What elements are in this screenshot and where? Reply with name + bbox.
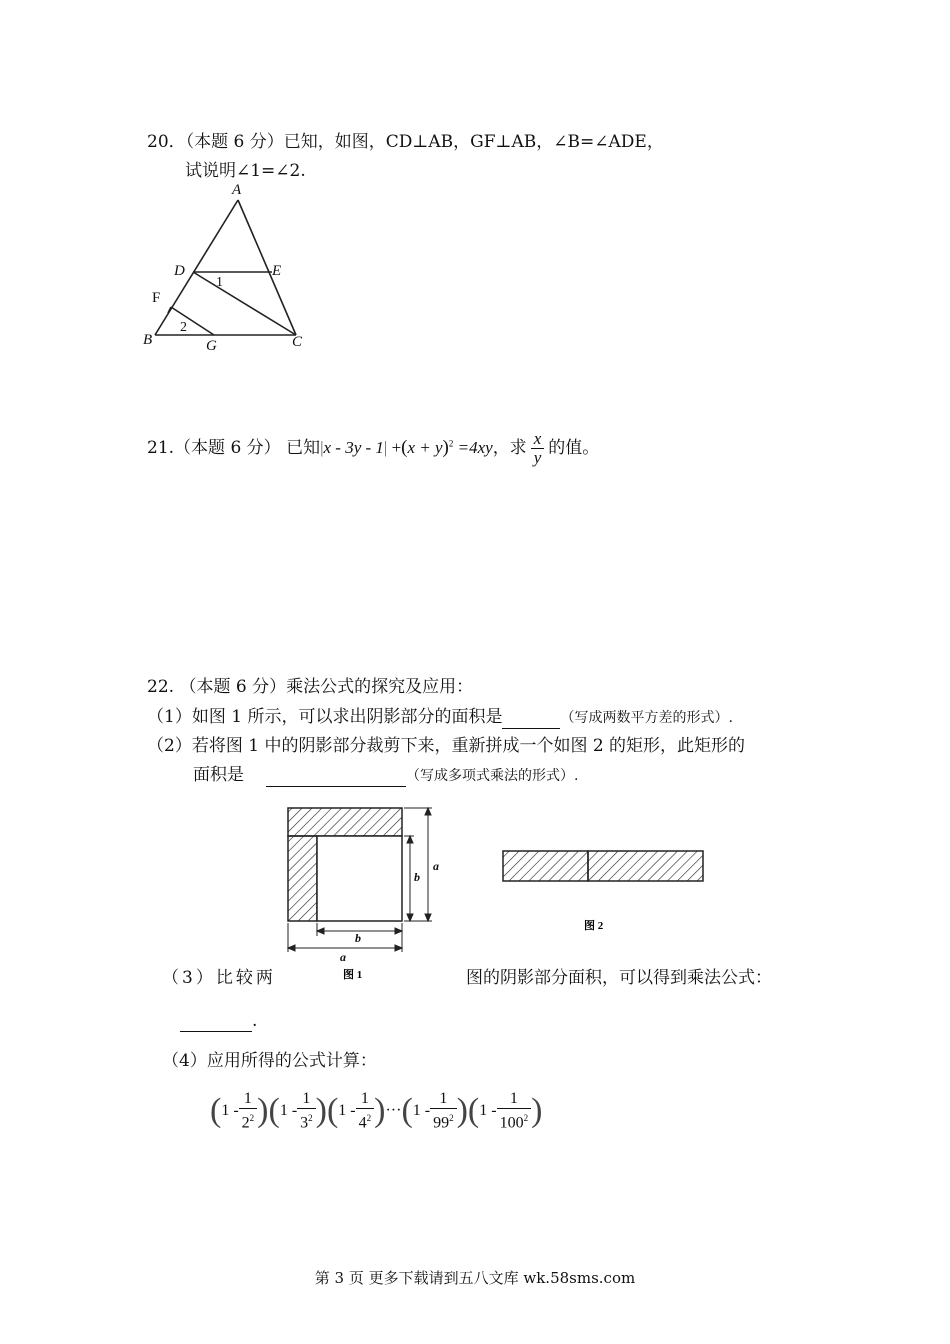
q21-suffix: 的值。 <box>548 438 600 458</box>
q22-part1-blank[interactable] <box>502 710 560 729</box>
q22-figure-2 <box>495 845 715 935</box>
q21-line <box>147 430 599 467</box>
q22-part3-answer: . <box>180 1010 257 1032</box>
q22-part4: （4）应用所得的公式计算： <box>162 1051 377 1071</box>
label-F: F <box>152 290 161 306</box>
q22-part2-cont: 面积是 （写成多项式乘法的形式）. <box>193 765 579 785</box>
term-1: $\frac{1}{2^2}$ <box>239 1090 258 1132</box>
q22-part1: （1）如图 1 所示，可以求出阴影部分的面积是 （写成两数平方差的形式）. <box>147 707 733 727</box>
q21-rhs: =4xy <box>457 438 493 457</box>
fig1-label-a-right: a <box>433 859 439 873</box>
label-2: 2 <box>180 320 187 335</box>
q20-triangle-figure <box>140 182 320 352</box>
q21-abs-expr: x - 3y - 1 <box>323 438 384 457</box>
q21-expression: $|x - 3y - 1| +(x + y)^2 =4xy$ <box>320 437 493 458</box>
fig1-caption: 图 1 <box>343 969 363 981</box>
term-3: $\frac{1}{4^2}$ <box>356 1090 375 1132</box>
q20-line2: 试说明∠1=∠2. <box>185 161 306 181</box>
fig1-label-b-bottom: b <box>355 931 361 945</box>
q21-points: （本题 6 分） <box>174 438 281 458</box>
q22-intro: （本题 6 分）乘法公式的探究及应用： <box>179 677 474 697</box>
q22-part2-blank[interactable] <box>266 768 406 787</box>
q22-figure-1 <box>280 800 450 990</box>
term-99: $\frac{1}{99^2}$ <box>430 1090 457 1132</box>
term-2: $\frac{1}{3^2}$ <box>297 1090 316 1132</box>
label-A: A <box>232 182 242 198</box>
q22-part3-text: 图的阴影部分面积，可以得到乘法公式： <box>466 968 772 988</box>
q21-sq-expr: x + y <box>407 438 443 457</box>
label-B: B <box>143 332 153 348</box>
q21-mid: ，求 <box>492 438 527 458</box>
q20-line1 <box>147 131 664 153</box>
label-C: C <box>292 334 303 350</box>
q22-product-expression: (1 - $\frac{1}{2^2}$ )(1 - $\frac{1}{3^2}$ )(1 - $\frac{1}{4^2}$ )···(1 - $\frac{1}{99^2}$ )(1 - $\frac{1}{100^2}$ ) <box>210 1090 543 1132</box>
q22-number: 22. <box>147 677 175 697</box>
q22-part3-blank[interactable] <box>180 1013 252 1032</box>
q22-part3-label: （3）比较两 <box>162 968 276 988</box>
label-1: 1 <box>216 275 223 290</box>
fig1-label-a-bottom: a <box>340 950 346 964</box>
label-E: E <box>272 263 282 279</box>
q20-text: 已知，如图，CD⊥AB，GF⊥AB，∠B=∠ADE， <box>283 132 664 152</box>
q20-points: （本题 6 分） <box>185 132 284 152</box>
term-100: $\frac{1}{100^2}$ <box>497 1090 532 1132</box>
q21-plus: + <box>391 438 402 457</box>
fig1-label-b-right: b <box>414 870 420 884</box>
dots: ··· <box>385 1101 402 1119</box>
label-D: D <box>174 263 185 279</box>
q21-prefix: 已知 <box>286 438 321 458</box>
page-footer: 第 3 页 更多下载请到五八文库 wk.58sms.com <box>314 1269 636 1287</box>
q21-sq-exp: 2 <box>448 438 454 449</box>
q22-intro-line <box>147 676 473 698</box>
fig2-caption: 图 2 <box>584 920 604 932</box>
q21-number: 21. <box>147 438 175 458</box>
q20-number: 20． <box>147 132 186 152</box>
q22-part2: （2）若将图 1 中的阴影部分裁剪下来，重新拼成一个如图 2 的矩形，此矩形的 <box>147 736 746 756</box>
label-G: G <box>206 338 217 354</box>
q21-fraction: $\frac{x}{y}$ <box>531 430 545 467</box>
